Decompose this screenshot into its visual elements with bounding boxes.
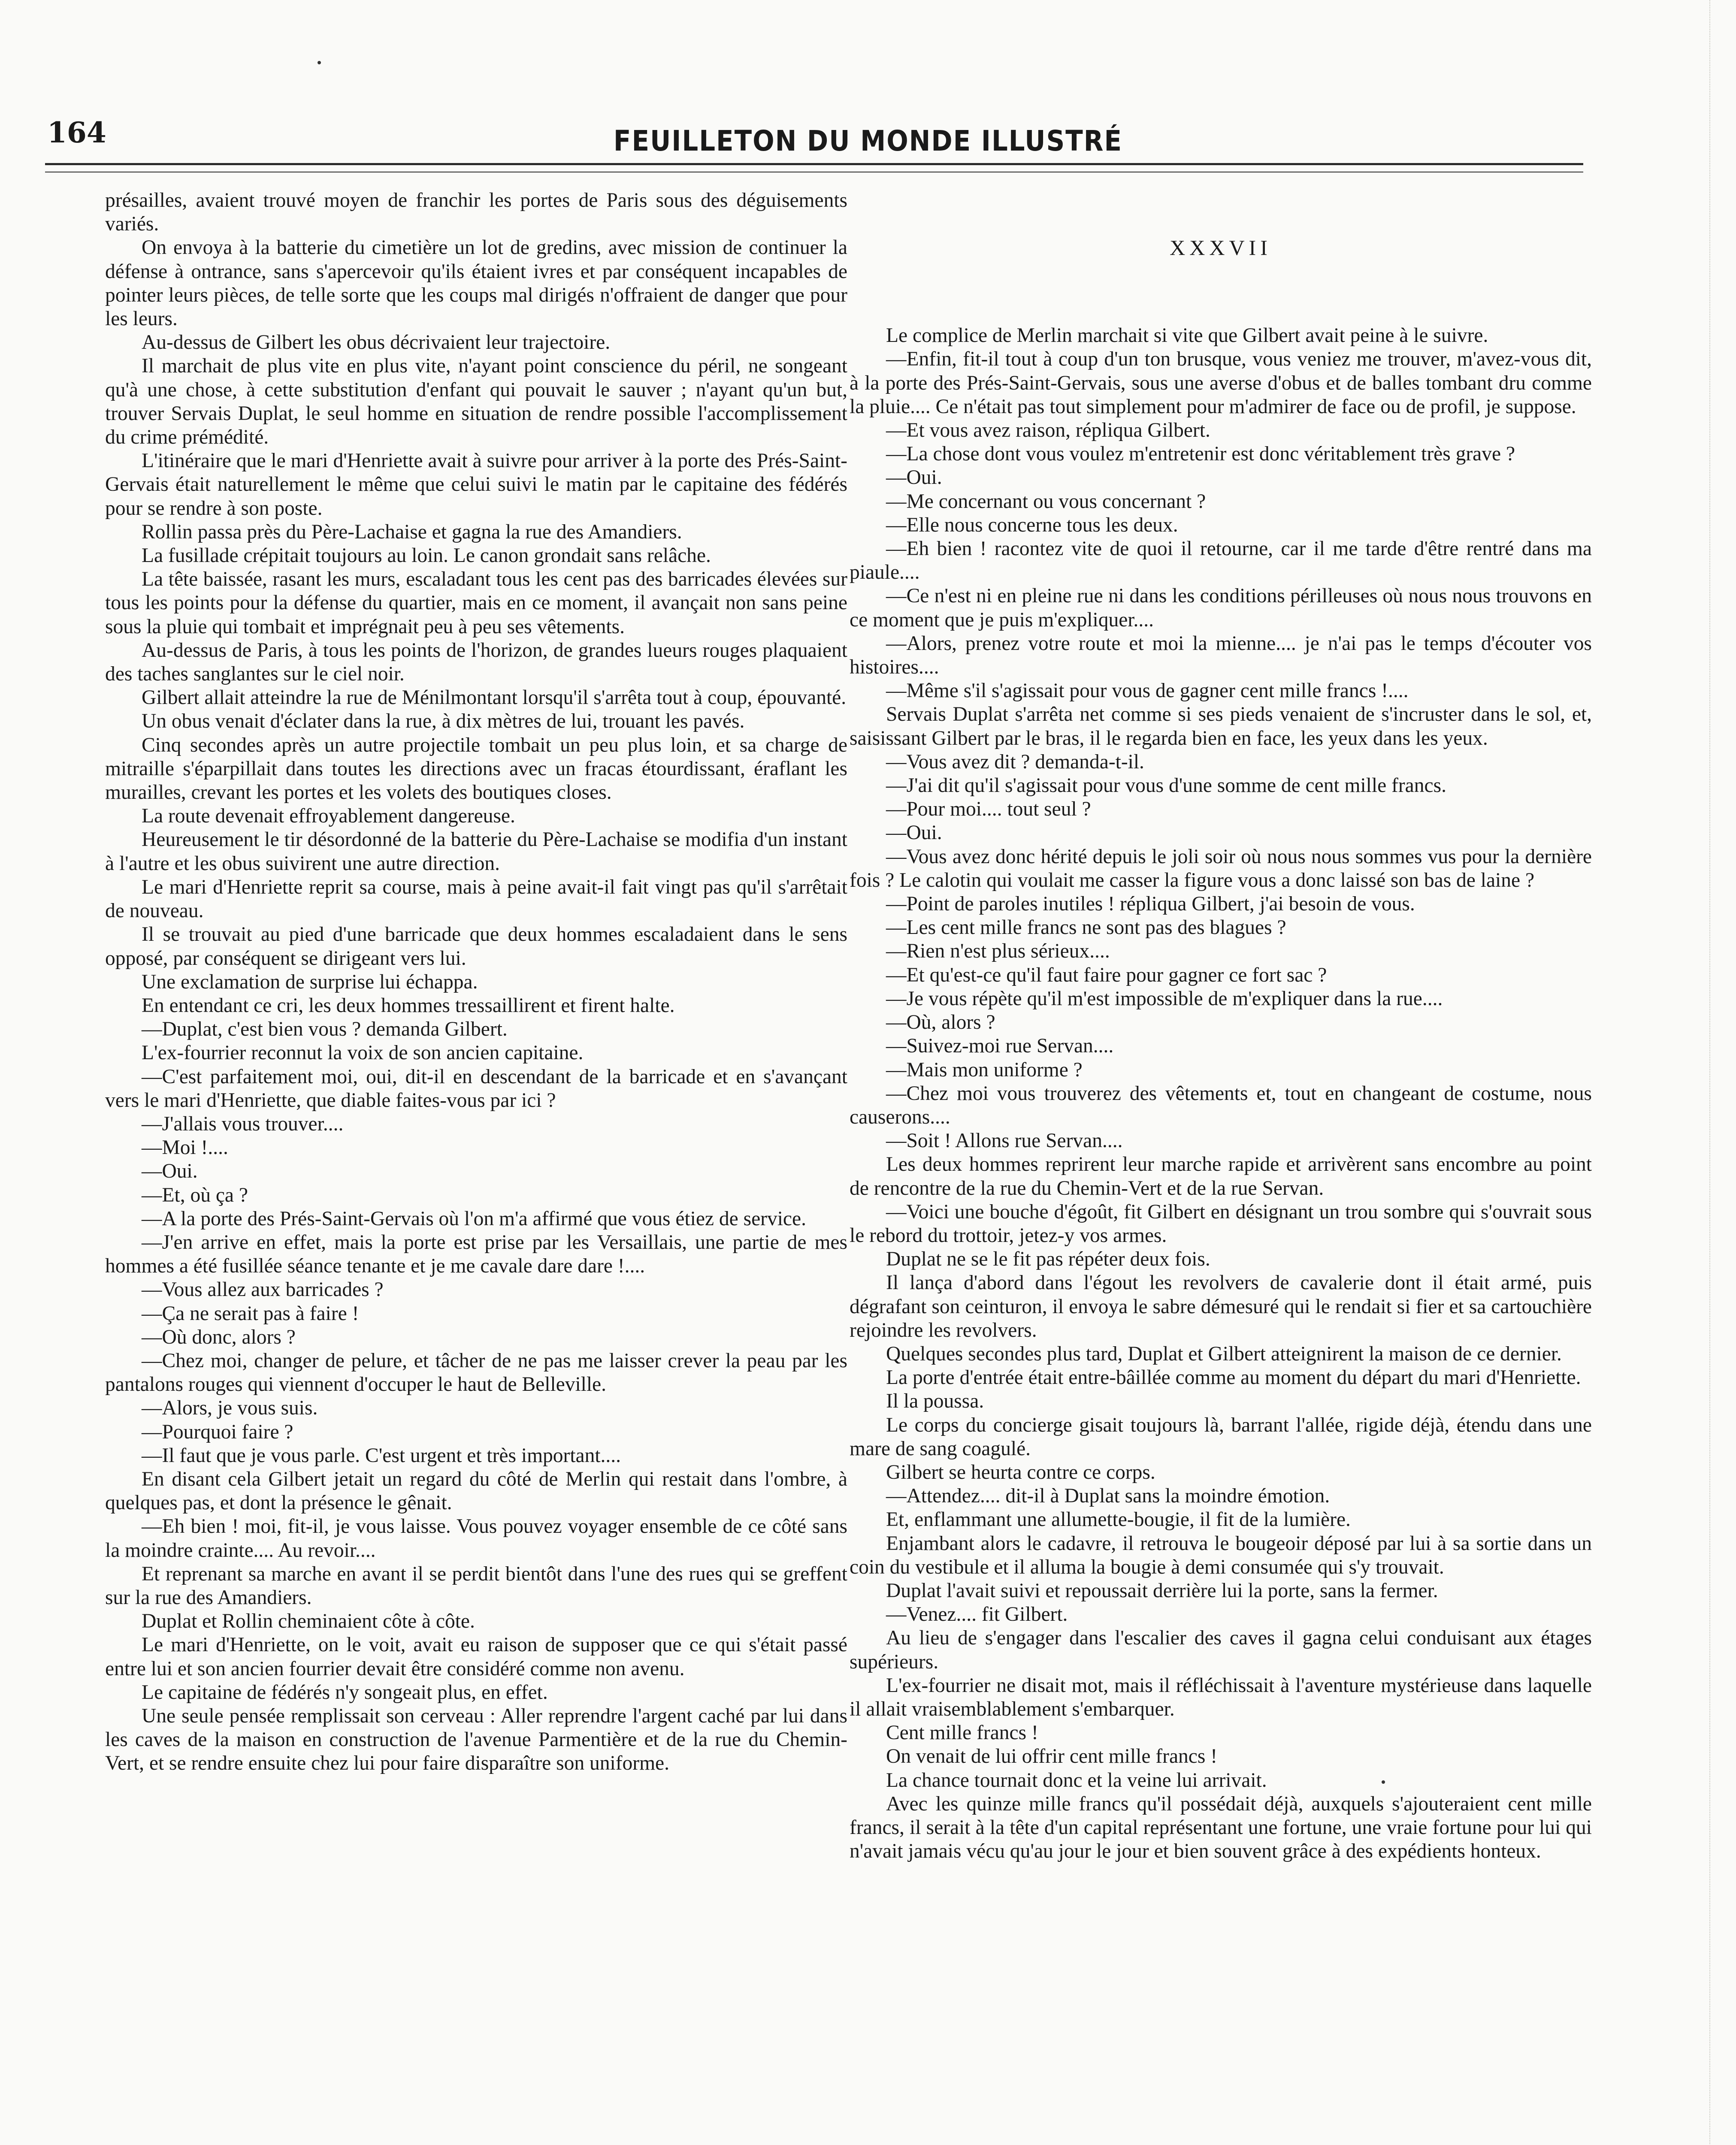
paragraph: —Je vous répète qu'il m'est impossible de m'expliquer dans la rue.... — [886, 987, 1443, 1010]
paragraph: —La chose dont vous voulez m'entretenir est donc véritablement très grave ? — [886, 443, 1515, 465]
paragraph: Le capitaine de fédérés n'y songeait plus, en effet. — [142, 1681, 548, 1704]
paragraph: —Eh bien ! racontez vite de quoi il retourne, car il me tarde d'être rentré dans ma piaule.... — [850, 538, 1592, 584]
paragraph: —Et vous avez raison, répliqua Gilbert. — [886, 419, 1210, 442]
paragraph: —Ça ne serait pas à faire ! — [142, 1302, 359, 1325]
paragraph: —Pourquoi faire ? — [142, 1420, 293, 1443]
paragraph: Le mari d'Henriette reprit sa course, mais à peine avait-il fait vingt pas qu'il s'arrêtait de nouveau. — [105, 876, 847, 922]
paragraph: —Où donc, alors ? — [142, 1326, 296, 1348]
paragraph: On venait de lui offrir cent mille francs ! — [886, 1745, 1218, 1768]
paragraph: —Et qu'est-ce qu'il faut faire pour gagner ce fort sac ? — [886, 964, 1327, 986]
page-header-title: FEUILLETON DU MONDE ILLUSTRÉ — [613, 124, 1123, 157]
paragraph: Il se trouvait au pied d'une barricade que deux hommes escaladaient dans le sens opposé, par conséquent se dirigeant vers lui. — [105, 923, 847, 970]
paragraph: —Où, alors ? — [886, 1011, 995, 1034]
paragraph: Quelques secondes plus tard, Duplat et Gilbert atteignirent la maison de ce dernier. — [886, 1342, 1562, 1365]
paragraph: —Ce n'est ni en pleine rue ni dans les conditions périlleuses où nous nous trouvons en ce moment que je puis m'expliquer.... — [850, 585, 1592, 631]
paragraph: —Moi !.... — [142, 1136, 228, 1159]
paragraph: Cent mille francs ! — [886, 1722, 1038, 1744]
paragraph: —Les cent mille francs ne sont pas des blagues ? — [886, 916, 1286, 939]
paragraph: —Attendez.... dit-il à Duplat sans la moindre émotion. — [886, 1485, 1330, 1508]
paragraph: —Mais mon uniforme ? — [886, 1058, 1083, 1081]
paragraph: Les deux hommes reprirent leur marche rapide et arrivèrent sans encombre au point de rencontre de la rue du Chemin-Vert et de la rue Servan. — [850, 1153, 1592, 1199]
paragraph: En disant cela Gilbert jetait un regard du côté de Merlin qui restait dans l'ombre, à quelques pas, et dont la présence le gênait. — [105, 1468, 847, 1514]
paragraph: —Chez moi, changer de pelure, et tâcher de ne pas me laisser crever la peau par les pantalons rouges qui viennent d'occuper le haut de Belleville. — [105, 1349, 847, 1396]
print-speck — [318, 61, 321, 64]
paragraph: On envoya à la batterie du cimetière un lot de gredins, avec mission de continuer la défense à ontrance, sans s'apercevoir qu'ils étaient ivres et par conséquent incapables de pointer leurs pièces, de telle sorte que les coups mal dirigés n'offraient de danger que pour les leurs. — [105, 236, 847, 330]
header-rule-thick — [45, 163, 1583, 165]
paragraph: —Alors, je vous suis. — [142, 1397, 318, 1420]
paragraph: —Soit ! Allons rue Servan.... — [886, 1130, 1123, 1152]
paragraph: La chance tournait donc et la veine lui arrivait. — [886, 1769, 1267, 1792]
paragraph: Duplat l'avait suivi et repoussait derrière lui la porte, sans la fermer. — [886, 1579, 1438, 1602]
paragraph: —J'allais vous trouver.... — [142, 1112, 344, 1135]
paragraph: —Elle nous concerne tous les deux. — [886, 514, 1178, 536]
paragraph: —Vous avez dit ? demanda-t-il. — [886, 750, 1144, 773]
paragraph: La tête baissée, rasant les murs, escaladant tous les cent pas des barricades élevées sur tous les points pour la défense du quartier, mais en ce moment, il avançait non sans peine sous la pluie qui tombait et imprégnait peu à peu ses vêtements. — [105, 568, 847, 638]
paragraph: —Alors, prenez votre route et moi la mienne.... je n'ai pas le temps d'écouter vos histoires.... — [850, 632, 1592, 679]
paragraph: Une seule pensée remplissait son cerveau : Aller reprendre l'argent caché par lui dans les caves de la maison en construction de l'avenue Parmentière et de la rue du Chemin-Vert, et se rendre ensuite chez lui pour faire disparaître son uniforme. — [105, 1705, 847, 1775]
paragraph: Le complice de Merlin marchait si vite que Gilbert avait peine à le suivre. — [886, 324, 1488, 347]
paragraph: Au lieu de s'engager dans l'escalier des caves il gagna celui conduisant aux étages supérieurs. — [850, 1627, 1592, 1673]
paragraph: Cinq secondes après un autre projectile tombait un peu plus loin, et sa charge de mitraille s'éparpillait dans toutes les directions avec un fracas étourdissant, éraflant les murailles, crevant les portes et les volets des boutiques closes. — [105, 734, 847, 804]
paragraph: —Oui. — [886, 466, 942, 489]
paragraph: Et reprenant sa marche en avant il se perdit bientôt dans l'une des rues qui se greffent sur la rue des Amandiers. — [105, 1562, 847, 1609]
paragraph: —Vous avez donc hérité depuis le joli soir où nous nous sommes vus pour la dernière fois ? Le calotin qui voulait me casser la figure vous a donc laissé son bas de laine ? — [850, 845, 1592, 891]
paragraph: —Il faut que je vous parle. C'est urgent et très important.... — [142, 1444, 621, 1467]
paragraph: —Venez.... fit Gilbert. — [886, 1603, 1068, 1626]
paragraph: Le mari d'Henriette, on le voit, avait eu raison de supposer que ce qui s'était passé entre lui et son ancien fourrier devait être considéré comme non avenu. — [105, 1634, 847, 1680]
paragraph: Le corps du concierge gisait toujours là, barrant l'allée, rigide déjà, étendu dans une mare de sang coagulé. — [850, 1414, 1592, 1460]
paragraph: Duplat et Rollin cheminaient côte à côte. — [142, 1610, 475, 1633]
paragraph: —A la porte des Prés-Saint-Gervais où l'on m'a affirmé que vous étiez de service. — [142, 1207, 806, 1230]
paragraph: Duplat ne se le fit pas répéter deux fois. — [886, 1248, 1210, 1271]
paragraph: Il marchait de plus vite en plus vite, n'ayant point conscience du péril, ne songeant qu'à une chose, à cette substitution d'enfant qui pouvait le sauver ; n'ayant qu'un but, trouver Servais Duplat, le seul homme en situation de rendre possible l'accomplissement du crime prémédité. — [105, 355, 847, 449]
page-edge — [1709, 0, 1736, 2145]
paragraph: Enjambant alors le cadavre, il retrouva le bougeoir déposé par lui à sa sortie dans un coin du vestibule et il alluma la bougie à demi consumée qui s'y trouvait. — [850, 1532, 1592, 1578]
paragraph: Un obus venait d'éclater dans la rue, à dix mètres de lui, trouant les pavés. — [142, 710, 745, 733]
paragraph: Rollin passa près du Père-Lachaise et gagna la rue des Amandiers. — [142, 520, 682, 543]
paragraph: —Enfin, fit-il tout à coup d'un ton brusque, vous veniez me trouver, m'avez-vous dit, à la porte des Prés-Saint-Gervais, sous une averse d'obus et de balles tombant dru comme la pluie.... Ce n'était pas tout simplement pour m'admirer de face ou de profil, je suppose. — [850, 348, 1592, 418]
paragraph: —Oui. — [142, 1160, 198, 1183]
paragraph: —Me concernant ou vous concernant ? — [886, 490, 1206, 513]
paragraph: En entendant ce cri, les deux hommes tressaillirent et firent halte. — [142, 994, 675, 1017]
paragraph: —Rien n'est plus sérieux.... — [886, 940, 1110, 963]
paragraph: —Voici une bouche d'égoût, fit Gilbert en désignant un trou sombre qui s'ouvrait sous le rebord du trottoir, jetez-y vos armes. — [850, 1200, 1592, 1247]
paragraph: Une exclamation de surprise lui échappa. — [142, 970, 478, 993]
paragraph: La porte d'entrée était entre-bâillée comme au moment du départ du mari d'Henriette. — [886, 1366, 1581, 1389]
paragraph: —Chez moi vous trouverez des vêtements et, tout en changeant de costume, nous causerons.... — [850, 1082, 1592, 1128]
paragraph: —Point de paroles inutiles ! répliqua Gilbert, j'ai besoin de vous. — [886, 893, 1415, 915]
right-column — [850, 189, 1592, 1863]
paragraph: L'ex-fourrier ne disait mot, mais il réfléchissait à l'aventure mystérieuse dans laquelle il allait vraisemblablement s'embarquer. — [850, 1674, 1592, 1720]
paragraph: —Vous allez aux barricades ? — [142, 1278, 384, 1301]
paragraph: Il la poussa. — [886, 1390, 984, 1413]
paragraph: —Pour moi.... tout seul ? — [886, 798, 1091, 821]
paragraph: —C'est parfaitement moi, oui, dit-il en descendant de la barricade et en s'avançant vers le mari d'Henriette, que diable faites-vous par ici ? — [105, 1065, 847, 1112]
paragraph: Au-dessus de Gilbert les obus décrivaient leur trajectoire. — [142, 331, 611, 354]
paragraph: L'itinéraire que le mari d'Henriette avait à suivre pour arriver à la porte des Prés-Saint-Gervais était naturellement le même que celui suivi le matin par le capitaine des fédérés pour se rendre à son poste. — [105, 450, 847, 520]
paragraph: Et, enflammant une allumette-bougie, il fit de la lumière. — [886, 1508, 1351, 1531]
paragraph: —Même s'il s'agissait pour vous de gagner cent mille francs !.... — [886, 680, 1409, 702]
paragraph: —J'en arrive en effet, mais la porte est prise par les Versaillais, une partie de mes hommes a été fusillée séance tenante et je me cavale dare dare !.... — [105, 1231, 847, 1278]
paragraph: Au-dessus de Paris, à tous les points de l'horizon, de grandes lueurs rouges plaquaient des taches sanglantes sur le ciel noir. — [105, 639, 847, 686]
paragraph: —Suivez-moi rue Servan.... — [886, 1035, 1114, 1057]
left-column — [105, 189, 847, 1776]
paragraph: —Duplat, c'est bien vous ? demanda Gilbert. — [142, 1018, 508, 1041]
paragraph: La fusillade crépitait toujours au loin. Le canon grondait sans relâche. — [142, 544, 711, 567]
paragraph: Il lança d'abord dans l'égout les revolvers de cavalerie dont il était armé, puis dégrafant son ceinturon, il envoya le sabre démesuré qui le rendait si fier et sa cartouchière rejoindre les revolvers. — [850, 1272, 1592, 1341]
chapter-title: XXXVII — [1170, 236, 1272, 260]
paragraph: présailles, avaient trouvé moyen de franchir les portes de Paris sous des déguisements variés. — [105, 189, 847, 236]
paragraph: Heureusement le tir désordonné de la batterie du Père-Lachaise se modifia d'un instant à l'autre et les obus suivirent une autre direction. — [105, 828, 847, 875]
paragraph: —J'ai dit qu'il s'agissait pour vous d'une somme de cent mille francs. — [886, 774, 1446, 797]
paragraph: —Oui. — [886, 822, 942, 844]
paragraph: —Et, où ça ? — [142, 1184, 248, 1206]
paragraph: Gilbert se heurta contre ce corps. — [886, 1461, 1155, 1483]
paragraph: Avec les quinze mille francs qu'il possédait déjà, auxquels s'ajouteraient cent mille francs, il serait à la tête d'un capital représentant une fortune, une vraie fortune pour lui qui n'avait jamais vécu qu'au jour le jour et bien souvent grâce à des expédients honteux. — [850, 1792, 1592, 1863]
paragraph: L'ex-fourrier reconnut la voix de son ancien capitaine. — [142, 1042, 584, 1064]
paragraph: —Eh bien ! moi, fit-il, je vous laisse. Vous pouvez voyager ensemble de ce côté sans la moindre crainte.... Au revoir.... — [105, 1515, 847, 1562]
page-number: 164 — [47, 116, 106, 149]
paragraph: La route devenait effroyablement dangereuse. — [142, 805, 515, 828]
paragraph: Servais Duplat s'arrêta net comme si ses pieds venaient de s'incruster dans le sol, et, saisissant Gilbert par le bras, il le regarda bien en face, les yeux dans les yeux. — [850, 703, 1592, 749]
paragraph: Gilbert allait atteindre la rue de Ménilmontant lorsqu'il s'arrêta tout à coup, épouvanté. — [142, 686, 847, 709]
